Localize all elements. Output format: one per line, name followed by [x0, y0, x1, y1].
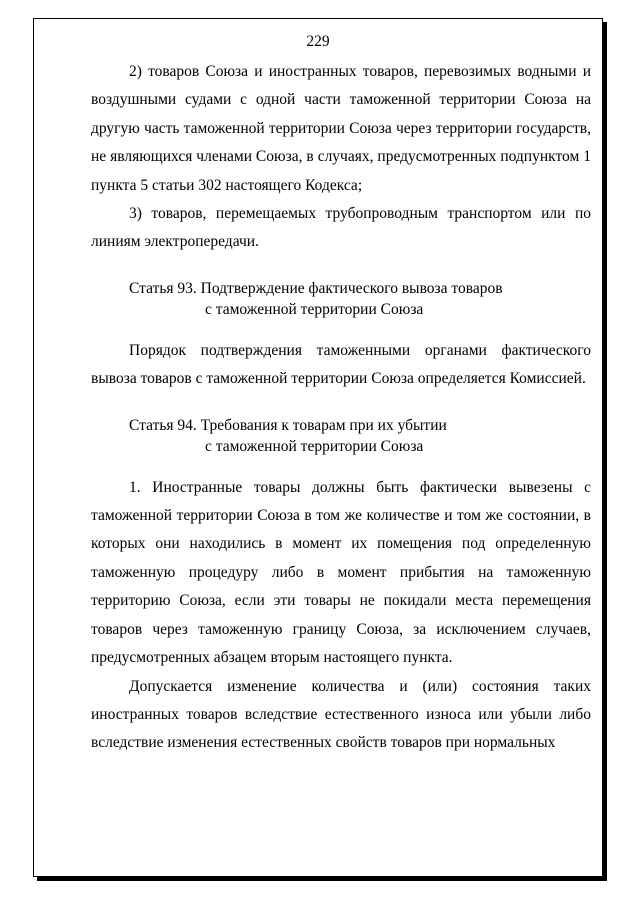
document-body [91, 58, 591, 758]
page-number: 229 [306, 33, 330, 50]
spacer [91, 457, 591, 474]
article-94-title-line-1: Статья 94. Требования к товарам при их убытии [129, 416, 447, 434]
article-93-title-line-2: с таможенной территории Союза [205, 300, 424, 318]
paragraph-item-2: 2) товаров Союза и иностранных товаров, перевозимых водными и воздушными судами с одной части таможенной территории Союза на другую часть таможенной территории Союза через территории государств, не являющихся членами Союза, в случаях, предусмотренных подпунктом 1 пункта 5 статьи 302 настоящего Кодекса; [91, 63, 591, 194]
article-93-title-line-1: Статья 93. Подтверждение фактического вывоза товаров [129, 279, 503, 297]
article-93-heading [91, 278, 591, 320]
article-94-title-line-2: с таможенной территории Союза [205, 437, 424, 455]
spacer [91, 320, 591, 337]
document-page [33, 18, 603, 877]
spacer [91, 257, 591, 278]
paragraph-item-3: 3) товаров, перемещаемых трубопроводным транспортом или по линиям электропередачи. [91, 205, 591, 251]
article-93-paragraph: Порядок подтверждения таможенными органами фактического вывоза товаров с таможенной территории Союза определяется Комиссией. [91, 341, 591, 388]
spacer [91, 394, 591, 415]
article-94-paragraph-1: 1. Иностранные товары должны быть фактически вывезены с таможенной территории Союза в том же количестве и том же состоянии, в которых они находились в момент их помещения под определенную таможенную процедуру либо в момент прибытия на таможенную территорию Союза, если эти товары не покидали места перемещения товаров через таможенную границу Союза, за исключением случаев, предусмотренных абзацем вторым настоящего пункта. [91, 478, 591, 667]
article-94-heading [91, 415, 591, 457]
article-94-paragraph-2: Допускается изменение количества и (или) состояния таких иностранных товаров вследствие естественного износа или убыли либо вследствие изменения естественных свойств товаров при нормальных [91, 677, 591, 752]
